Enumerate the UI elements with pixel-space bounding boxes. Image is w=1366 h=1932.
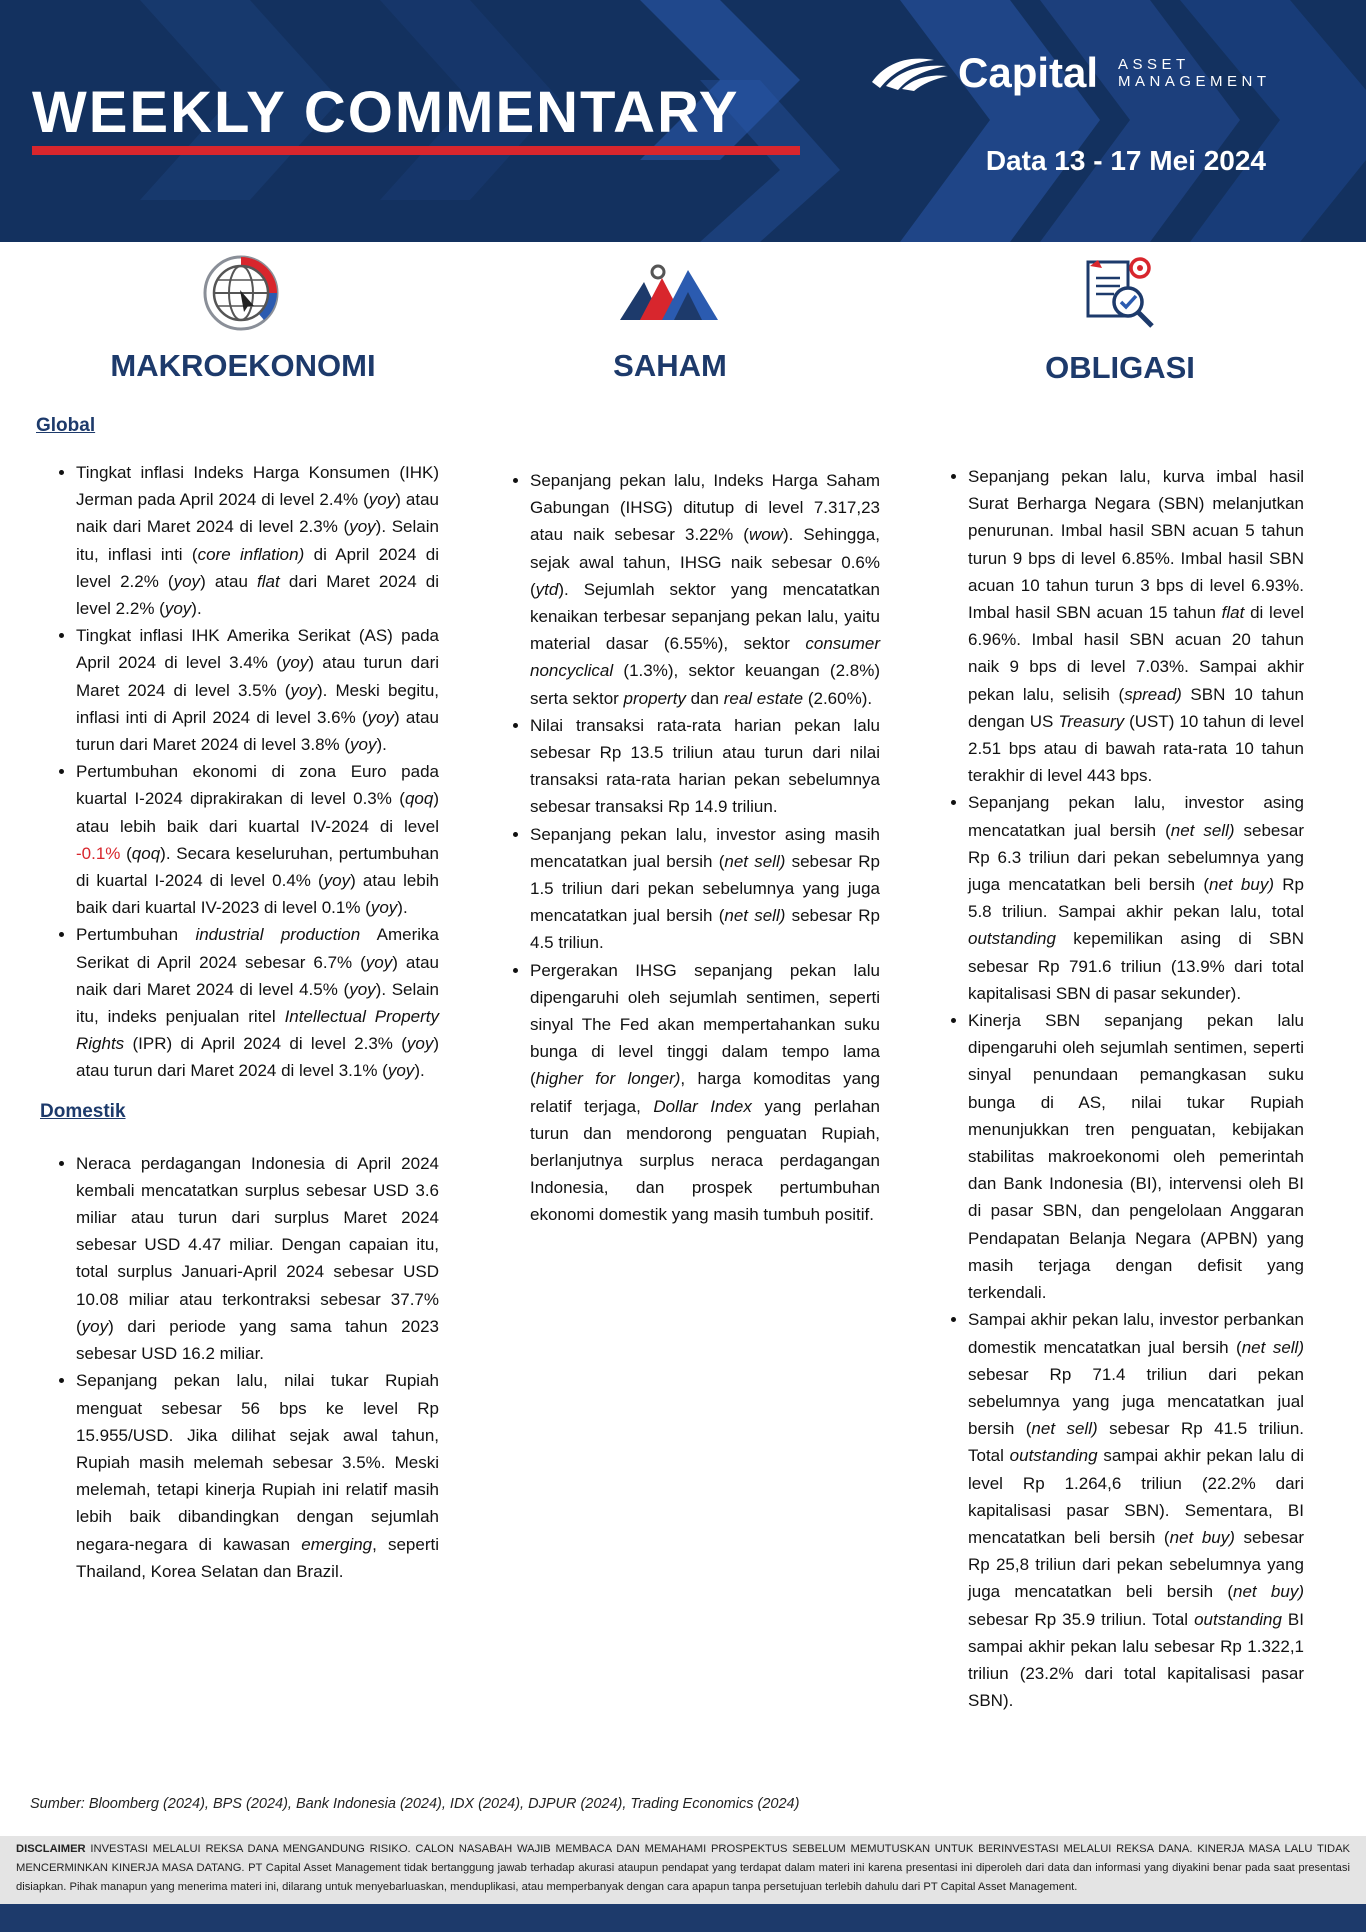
bullet-text-segment: ) atau turun dari Maret 2024 di level 3.5% ( <box>76 653 440 700</box>
bullet-text-segment: ). Selain itu, indeks penjualan ritel <box>76 979 439 1027</box>
bullet-text-segment: ) atau lebih baik dari kuartal IV-2023 di level 0.1% ( <box>76 871 439 918</box>
bullet-text-segment: yoy <box>406 1034 434 1054</box>
bullet-item <box>76 758 439 921</box>
bullet-text-segment: sampai akhir pekan lalu di level Rp 1.264,6 triliun (22.2% dari kapitalisasi pasar SBN). Sementara, BI mencatatkan beli bersih ( <box>968 1446 1304 1547</box>
bullet-item <box>530 467 880 712</box>
bullet-text-segment: ). Meski begitu, inflasi inti di April 2024 di level 3.6% ( <box>76 680 439 727</box>
bullet-text-segment: di April 2024 di level 2.2% ( <box>76 544 440 591</box>
bullet-text-segment: yoy <box>164 599 192 619</box>
bullet-text-segment: ). <box>397 898 408 918</box>
brand-name: Capital <box>958 49 1099 96</box>
bullet-text-segment: sebesar Rp 41.5 triliun. Total <box>968 1419 1305 1466</box>
page-title: WEEKLY COMMENTARY <box>32 80 740 145</box>
bullet-item <box>530 957 880 1229</box>
bullet-text-segment: Rp 5.8 triliun. Sampai akhir pekan lalu, total <box>968 875 1304 922</box>
bullet-text-segment: yoy <box>81 1316 109 1336</box>
brand-sub-line-2: MANAGEMENT <box>1118 73 1271 90</box>
mountain-chart-icon <box>618 262 722 327</box>
bullet-text-segment: Dollar Index <box>653 1096 752 1116</box>
header-banner <box>0 0 1366 242</box>
bullet-text-segment: Neraca perdagangan Indonesia di April 2024 kembali mencatatkan surplus sebesar USD 3.6 miliar atau turun dari surplus Maret 2024 sebesar USD 4.47 miliar. Dengan capaian itu, total surplus Januari-April 2024 sebesar USD 10.08 miliar atau terkontraksi sebesar 37.7% ( <box>76 1153 439 1336</box>
bullet-text-segment: (1.3%), sektor keuangan (2.8%) serta sektor <box>530 661 880 708</box>
bottom-bar <box>0 1904 1366 1932</box>
bullet-text-segment: Sepanjang pekan lalu, nilai tukar Rupiah menguat sebesar 56 bps ke level Rp 15.955/USD. Jika dilihat sejak awal tahun, Rupiah masih melemah sebesar 3.5%. Meski melemah, tetapi kinerja Rupiah ini relatif masih lebih baik dibandingkan dengan sejumlah negara-negara di kawasan <box>76 1371 439 1554</box>
bullet-text-segment: kepemilikan asing di SBN sebesar Rp 791.6 triliun (13.9% dari total kapitalisasi SBN di pasar sekunder). <box>968 929 1304 1003</box>
bullet-item <box>968 1007 1304 1306</box>
bullet-text-segment: net buy) <box>1233 1582 1304 1602</box>
bullet-text-segment: ). <box>376 735 387 755</box>
bullet-text-segment: industrial production <box>195 925 361 945</box>
capital-swoosh-icon <box>868 54 950 92</box>
bullet-text-segment: ). Secara keseluruhan, pertumbuhan di kuartal I-2024 di level 0.4% ( <box>76 843 439 891</box>
bullet-text-segment: net buy) <box>1209 875 1274 895</box>
disclaimer-label: DISCLAIMER <box>16 1843 86 1855</box>
bullet-item <box>76 1150 439 1368</box>
bullet-text-segment: yoy <box>281 653 309 673</box>
bullet-text-segment: Sampai akhir pekan lalu, investor perbankan domestik mencatatkan jual bersih ( <box>968 1310 1304 1357</box>
bullet-text-segment: ). Selain itu, inflasi inti ( <box>76 517 439 564</box>
bullet-text-segment: Sepanjang pekan lalu, Indeks Harga Saham Gabungan (IHSG) ditutup di level 7.317,23 atau naik sebesar 3.22% ( <box>530 471 880 545</box>
bullet-text-segment: ) atau naik dari Maret 2024 di level 4.5% ( <box>76 952 439 999</box>
bullet-text-segment: Pertumbuhan ekonomi di zona Euro pada kuartal I-2024 diprakirakan di level 0.3% ( <box>76 762 439 809</box>
bullet-text-segment: outstanding <box>968 929 1056 949</box>
bullet-item <box>968 789 1304 1007</box>
bullet-text-segment: yoy <box>368 490 396 510</box>
bullet-text-segment: ). Sehingga, sejak awal tahun, IHSG naik sebesar 0.6% ( <box>530 525 880 599</box>
bullet-text-segment: Sepanjang pekan lalu, kurva imbal hasil Surat Berharga Negara (SBN) melanjutkan penurunan. Imbal hasil SBN acuan 5 tahun turun 9 bps di level 6.85%. Imbal hasil SBN acuan 10 tahun turun 3 bps di level 6.93%. Imbal hasil SBN acuan 15 tahun <box>968 467 1304 623</box>
bullet-text-segment: ) atau lebih baik dari kuartal IV-2024 di level <box>76 789 439 836</box>
bullet-text-segment: yoy <box>365 952 393 972</box>
bullet-item <box>76 921 439 1084</box>
bullet-text-segment: BI sampai akhir pekan lalu sebesar Rp 1.322,1 triliun (23.2% dari total kapitalisasi pasar SBN). <box>968 1609 1304 1711</box>
bullet-text-segment: ). <box>191 599 202 619</box>
bullet-text-segment: dan <box>685 688 724 708</box>
bullet-text-segment: , harga komoditas yang relatif terjaga, <box>530 1069 880 1116</box>
bullet-text-segment: yoy <box>367 707 395 727</box>
bullet-text-segment: Kinerja SBN sepanjang pekan lalu dipengaruhi oleh sejumlah sentimen, seperti sinyal penundaan pemangkasan suku bunga di AS, nilai tukar Rupiah menunjukkan tren penguatan, kebijakan stabilitas makroekonomi oleh pemerintah dan Bank Indonesia (BI), intervensi oleh BI di pasar SBN, dan pengelolaan Anggaran Pendapatan Belanja Negara (APBN) yang masih terjaga dengan defisit yang terkendali. <box>968 1011 1304 1303</box>
bullet-text-segment: dari Maret 2024 di level 2.2% ( <box>76 571 439 619</box>
bullet-text-segment: sebesar Rp 4.5 triliun. <box>530 906 881 953</box>
bullet-text-segment: net buy) <box>1169 1527 1235 1547</box>
bullet-item <box>530 821 880 957</box>
bullet-text-segment: wow <box>748 525 783 545</box>
bullet-text-segment: ) atau naik dari Maret 2024 di level 2.3% ( <box>76 490 439 537</box>
bullet-text-segment: , seperti Thailand, Korea Selatan dan Brazil. <box>76 1534 439 1581</box>
disclaimer-text <box>0 1836 1366 1897</box>
bullet-text-segment: real estate <box>723 688 804 708</box>
brand-sub-line-1: ASSET <box>1118 56 1190 73</box>
bullet-item <box>968 1306 1304 1714</box>
bullet-item <box>968 463 1304 789</box>
bullet-text-segment: flat <box>257 571 280 591</box>
bullet-text-segment: yoy <box>387 1061 415 1081</box>
bullet-text-segment: net sell) <box>1241 1337 1304 1357</box>
bullet-text-segment: net sell) <box>1031 1419 1098 1439</box>
bullet-text-segment: core inflation) <box>197 544 305 564</box>
title-underline <box>32 146 800 155</box>
bullet-text-segment: Pergerakan IHSG sepanjang pekan lalu dipengaruhi oleh sejumlah sentimen, seperti sinyal The Fed akan mempertahankan suku bunga di level tinggi dalam tempo lama ( <box>530 960 880 1089</box>
document-magnifier-icon <box>1080 256 1162 337</box>
bullet-text-segment: sebesar Rp 1.5 triliun dari pekan sebelumnya yang juga mencatatkan jual bersih ( <box>530 851 881 926</box>
bullet-text-segment: yoy <box>323 871 351 891</box>
bullet-text-segment: outstanding <box>1009 1446 1098 1466</box>
bullet-text-segment: qoq <box>131 843 161 863</box>
bullet-text-segment: sebesar Rp 25,8 triliun dari pekan sebelumnya yang juga mencatatkan beli bersih ( <box>968 1527 1304 1602</box>
report-date: Data 13 - 17 Mei 2024 <box>985 145 1266 176</box>
section-title-makroekonomi: MAKROEKONOMI <box>110 348 376 383</box>
bullet-text-segment: (UST) 10 tahun di level 2.51 bps atau di bawah rata-rata 10 tahun terakhir di level 443 bps. <box>968 711 1304 786</box>
subheading-domestik: Domestik <box>40 1100 126 1122</box>
bullet-item <box>76 459 439 622</box>
brand-subtitle <box>1118 56 1271 90</box>
bullet-text-segment: higher for longer) <box>535 1069 681 1089</box>
bullet-item <box>76 1367 439 1585</box>
source-note: Sumber: Bloomberg (2024), BPS (2024), Bank Indonesia (2024), IDX (2024), DJPUR (2024), Trading Economics (2024) <box>30 1796 800 1812</box>
obligasi-list <box>928 463 1304 1714</box>
bullet-text-segment: consumer noncyclical <box>530 634 880 681</box>
bullet-text-segment: Tingkat inflasi Indeks Harga Konsumen (IHK) Jerman pada April 2024 di level 2.4% ( <box>76 463 439 510</box>
bullet-text-segment: ( <box>120 843 132 863</box>
bullet-text-segment: outstanding <box>1194 1609 1282 1629</box>
bullet-text-segment: ytd <box>535 579 559 599</box>
bullet-text-segment: Treasury <box>1058 711 1125 731</box>
bullet-text-segment: Intellectual Property Rights <box>76 1007 440 1054</box>
bullet-text-segment: Nilai transaksi rata-rata harian pekan lalu sebesar Rp 13.5 triliun atau turun dari nilai transaksi rata-rata harian pekan sebelumnya sebesar transaksi Rp 14.9 triliun. <box>530 715 880 817</box>
bullet-text-segment: ) atau <box>200 571 258 591</box>
disclaimer-box <box>0 1836 1366 1904</box>
disclaimer-body: INVESTASI MELALUI REKSA DANA MENGANDUNG RISIKO. CALON NASABAH WAJIB MEMBACA DAN MEMAHAMI PROSPEKTUS SEBELUM MEMUTUSKAN UNTUK BERINVESTASI MELALUI REKSA DANA. KINERJA MASA LALU TIDAK MENCERMINKAN KINERJA MASA DATANG. PT Capital Asset Management tidak bertanggung jawab terhadap akurasi ataupun pendapat yang terdapat dalam materi ini karena presentasi ini diperoleh dari data dan informasi yang diyakini benar pada saat presentasi disiapkan. Pihak manapun yang menerima materi ini, dilarang untuk menyebarluaskan, menduplikasi, atau memperbanyak dengan cara apapun tanpa persetujuan terlebih dahulu dari PT Capital Asset Management. <box>16 1843 1350 1893</box>
bullet-text-segment: sebesar Rp 71.4 triliun dari pekan sebelumnya yang juga mencatatkan jual bersih ( <box>968 1364 1304 1439</box>
obligasi-column <box>928 463 1304 1714</box>
bullet-text-segment: yoy <box>349 517 376 537</box>
bullet-text-segment: net sell) <box>724 906 786 926</box>
saham-column <box>490 467 880 1229</box>
bullet-text-segment: net sell) <box>1170 820 1235 840</box>
bullet-item <box>76 622 439 758</box>
bullet-text-segment: -0.1% <box>76 843 121 863</box>
bullet-text-segment: yang perlahan turun dan mendorong penguatan Rupiah, berlanjutnya surplus neraca perdagangan Indonesia, dan prospek pertumbuhan ekonomi domestik yang masih tumbuh positif. <box>530 1096 880 1225</box>
bullet-text-segment: Pertumbuhan <box>76 925 196 945</box>
bullet-text-segment: Tingkat inflasi IHK Amerika Serikat (AS) pada April 2024 di level 3.4% ( <box>76 626 439 673</box>
section-title-saham: SAHAM <box>613 348 727 383</box>
bullet-text-segment: yoy <box>173 571 201 591</box>
bullet-text-segment: ). Sejumlah sektor yang mencatatkan kenaikan terbesar sepanjang pekan lalu, yaitu material dasar (6.55%), sektor <box>530 579 880 654</box>
makroekonomi-column <box>36 413 439 1585</box>
saham-list <box>490 467 880 1229</box>
bullet-text-segment: yoy <box>350 735 377 755</box>
bullet-text-segment: (IPR) di April 2024 di level 2.3% ( <box>124 1034 407 1054</box>
bullet-text-segment: sebesar Rp 6.3 triliun dari pekan sebelumnya yang juga mencatatkan beli bersih ( <box>968 820 1304 895</box>
bullet-text-segment: ) dari periode yang sama tahun 2023 sebesar USD 16.2 miliar. <box>76 1316 439 1364</box>
bullet-text-segment: flat <box>1221 603 1245 623</box>
bullet-text-segment: di level 6.96%. Imbal hasil SBN acuan 20 tahun naik 9 bps di level 7.03%. Sampai akhir pekan lalu, selisih ( <box>968 603 1304 704</box>
bullet-text-segment: ) atau turun dari Maret 2024 di level 3.1% ( <box>76 1034 439 1081</box>
globe-icon <box>202 254 280 337</box>
bullet-text-segment: spread) <box>1124 684 1182 704</box>
global-list <box>36 459 439 1085</box>
bullet-text-segment: yoy <box>349 979 376 999</box>
bullet-item <box>530 712 880 821</box>
bullet-text-segment: yoy <box>370 898 398 918</box>
section-title-obligasi: OBLIGASI <box>1045 350 1195 385</box>
bullet-text-segment: yoy <box>290 680 317 700</box>
bullet-text-segment: SBN 10 tahun dengan US <box>968 684 1305 731</box>
bullet-text-segment: emerging <box>301 1534 373 1554</box>
domestik-list <box>36 1150 439 1585</box>
bullet-text-segment: Sepanjang pekan lalu, investor asing masih mencatatkan jual bersih ( <box>530 824 880 871</box>
bullet-text-segment: Sepanjang pekan lalu, investor asing mencatatkan jual bersih ( <box>968 793 1304 840</box>
bullet-text-segment: ). <box>414 1061 425 1081</box>
bullet-text-segment: net sell) <box>724 851 786 871</box>
bullet-text-segment: qoq <box>404 789 434 809</box>
bullet-text-segment: sebesar Rp 35.9 triliun. Total <box>968 1609 1195 1629</box>
bullet-text-segment: Amerika Serikat di April 2024 sebesar 6.7% ( <box>76 925 439 972</box>
bullet-text-segment: property <box>623 688 686 708</box>
bullet-text-segment: ) atau turun dari Maret 2024 di level 3.8% ( <box>76 707 440 755</box>
bullet-text-segment: (2.60%). <box>803 688 873 708</box>
subheading-global: Global <box>36 415 96 436</box>
